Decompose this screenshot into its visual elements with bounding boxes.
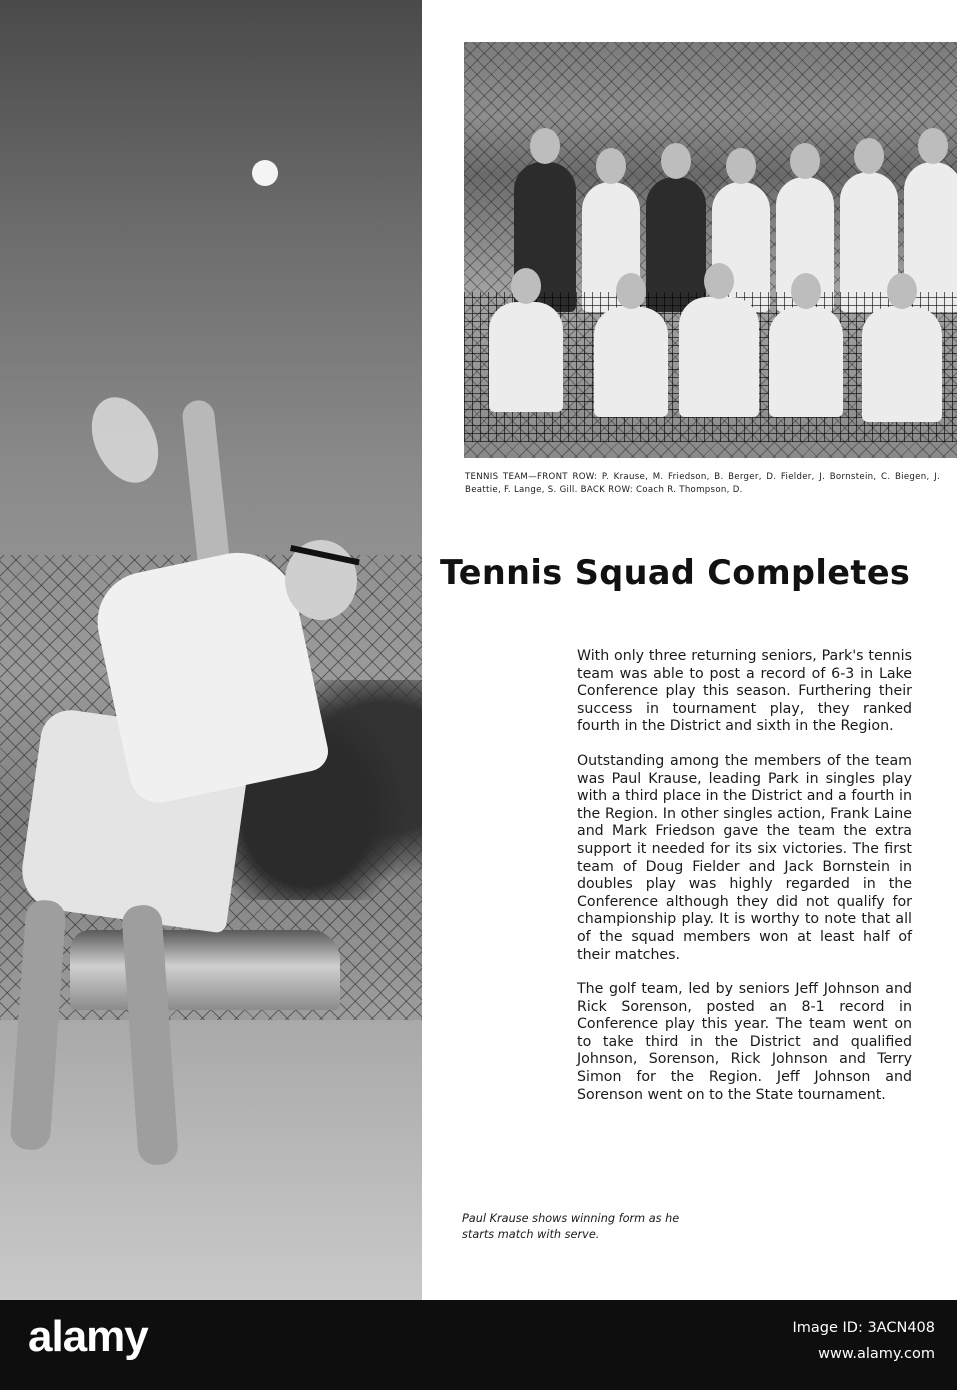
team-member [489,302,563,412]
team-member [769,307,843,417]
tennis-court [0,1020,422,1300]
article-paragraph: With only three returning seniors, Park's tennis team was able to post a record of 6-3 in Lake Conference play this season. Furthering their success in tournament play, they ranked fourth in the District and sixth in the Region. [577,648,912,735]
team-member [594,307,668,417]
team-member [862,307,942,422]
serve-photo-caption: Paul Krause shows winning form as he starts match with serve. [462,1212,680,1241]
alamy-logo: alamy [28,1312,148,1361]
tennis-team-photo [464,42,957,458]
tennis-racket [79,387,171,494]
image-id: Image ID: 3ACN408 [792,1320,935,1336]
tennis-ball [252,160,278,186]
team-member [679,297,759,417]
article-title: Tennis Squad Completes [440,553,911,592]
player-arm [181,399,231,576]
watermark-url: www.alamy.com [818,1346,935,1362]
article-body [577,648,912,1121]
article-paragraph: The golf team, led by seniors Jeff Johnson and Rick Sorenson, posted an 8-1 record in Conference play this year. The team went on to take third in the District and qualified Johnson, Sorenson, Rick Johnson and Terry Simon for the Region. Jeff Johnson and Sorenson went on to the State tournament. [577,981,912,1103]
article-paragraph: Outstanding among the members of the team was Paul Krause, leading Park in singles play with a third place in the District and a fourth in the Region. In other singles action, Frank Laine and Mark Friedson gave the team the extra support it needed for its six victories. The first team of Doug Fielder and Jack Bornstein in doubles play was highly regarded in the Conference although they did not qualify for championship play. It is worthy to note that all of the squad members won at least half of their matches. [577,752,912,963]
parked-car [70,930,340,1010]
team-photo-caption: TENNIS TEAM—FRONT ROW: P. Krause, M. Friedson, B. Berger, D. Fielder, J. Bornstein, C. Biegen, J. Beattie, F. Lange, S. Gill. BACK ROW: Coach R. Thompson, D. [465,472,940,495]
tennis-serve-photo [0,0,422,1300]
